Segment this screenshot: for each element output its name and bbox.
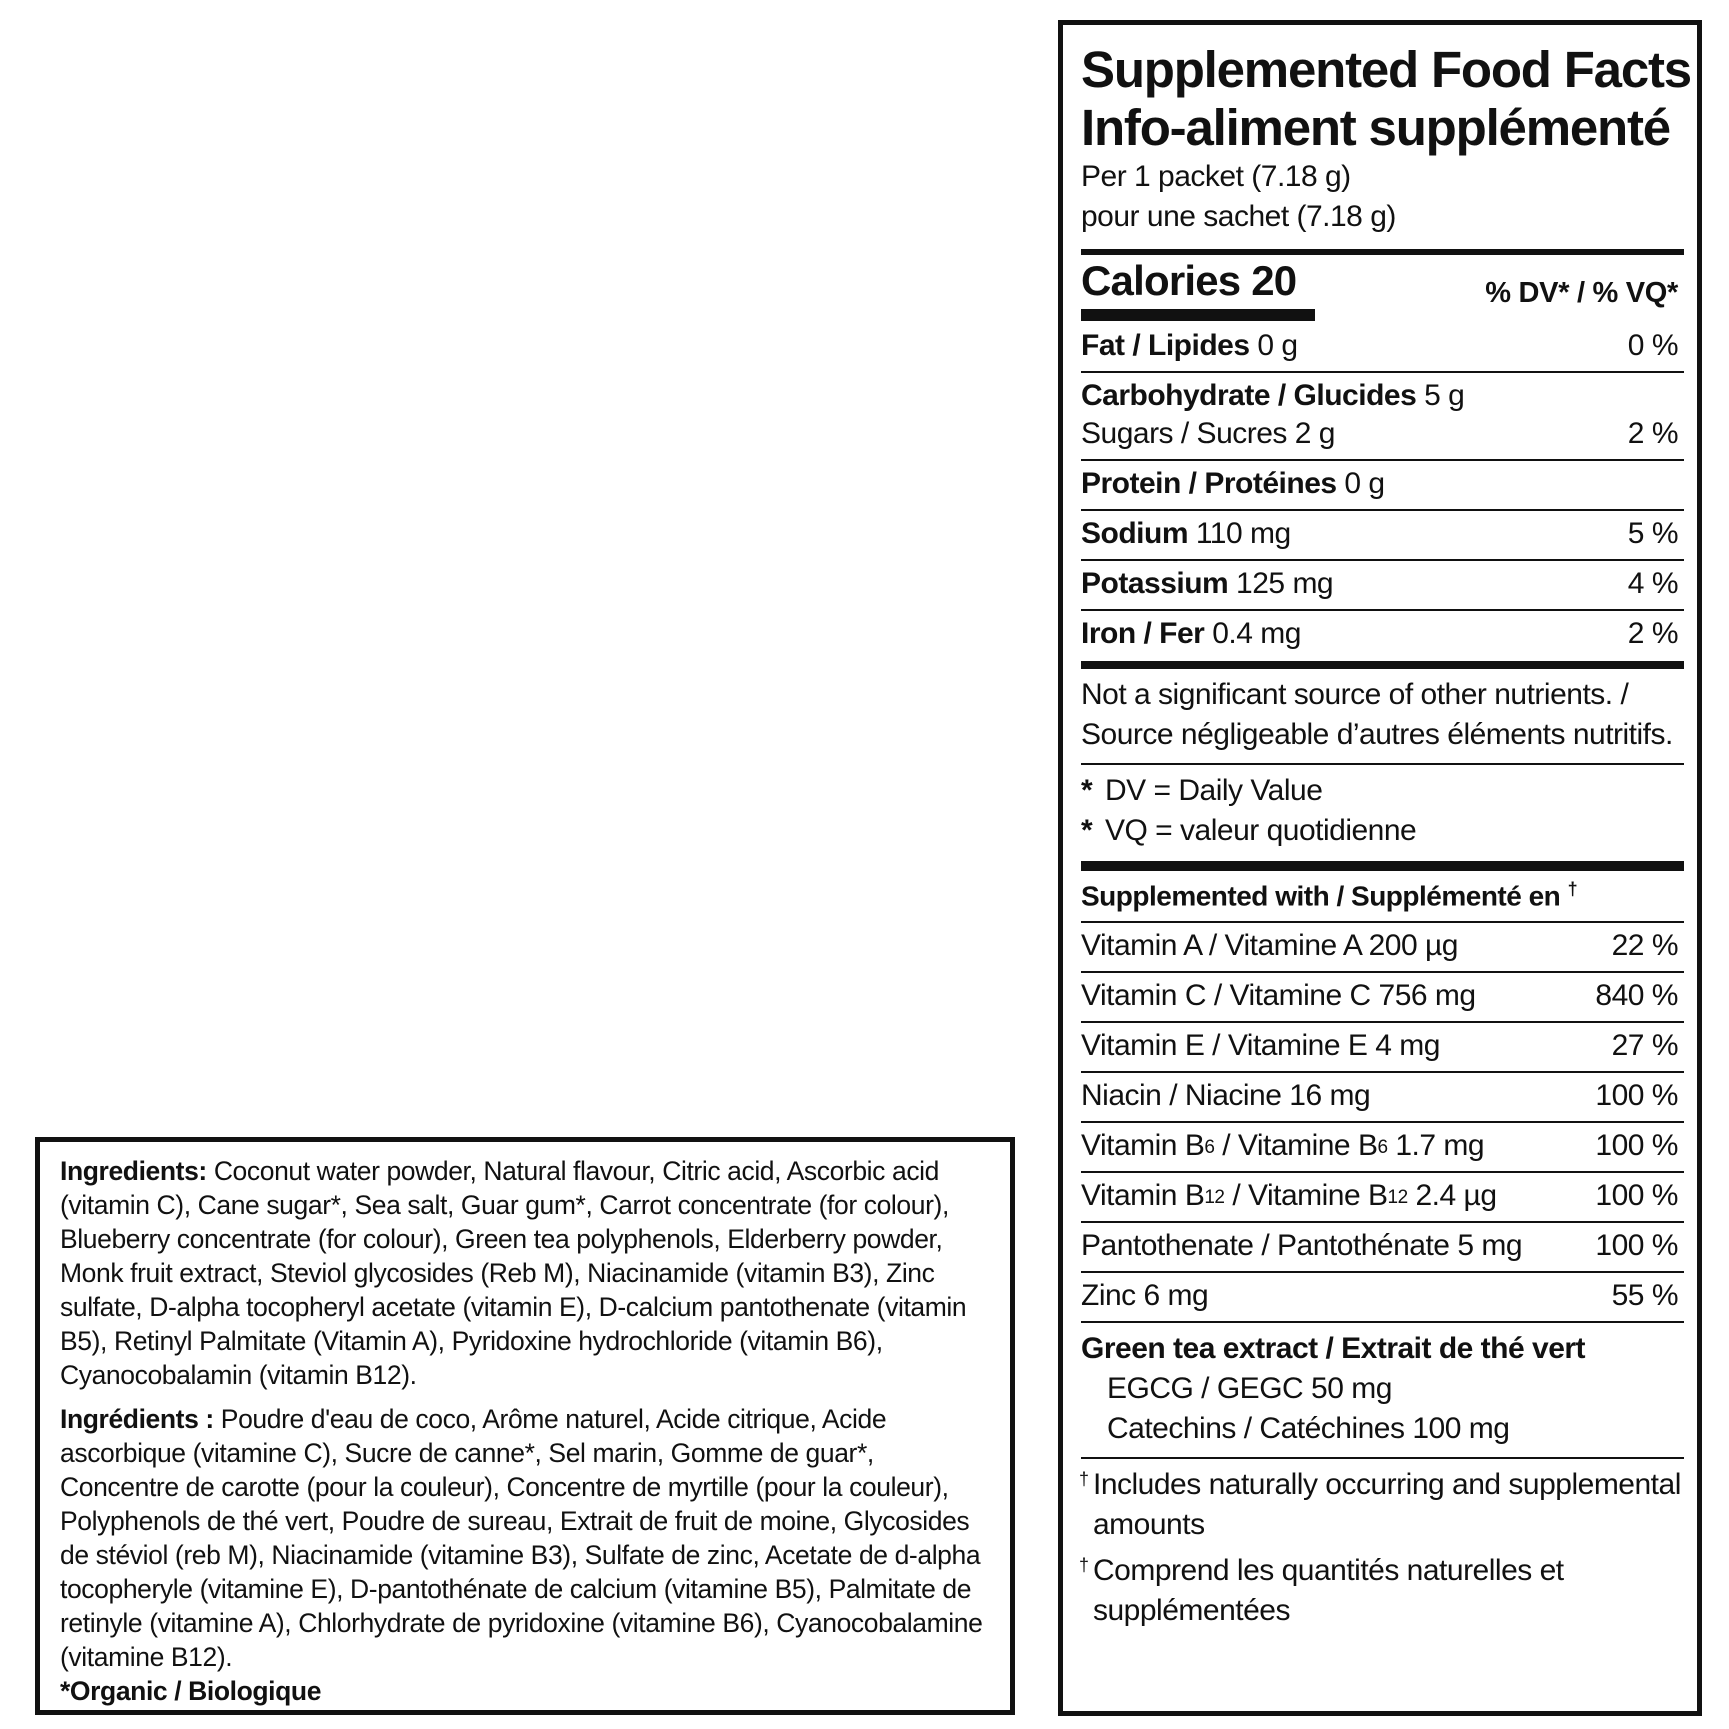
supplement-row-zinc: Zinc 6 mg 55 % xyxy=(1081,1273,1684,1323)
nutrient-row-fat: Fat / Lipides 0 g 0 % xyxy=(1081,323,1684,373)
calories-row xyxy=(1081,255,1684,323)
not-significant-note: Not a significant source of other nutrients. / Source négligeable d’autres éléments nutritifs. xyxy=(1081,678,1673,751)
supplement-row-vitamin-b6: Vitamin B6 / Vitamine B6 1.7 mg 100 % xyxy=(1081,1123,1684,1173)
nutrient-row-protein: Protein / Protéines 0 g xyxy=(1081,461,1684,511)
pct-value: 2 % xyxy=(1627,617,1678,650)
pct-value: 0 % xyxy=(1627,329,1678,362)
green-tea-catechins: Catechins / Catéchines 100 mg xyxy=(1107,1412,1510,1445)
supplement-row-vitamin-e: Vitamin E / Vitamine E 4 mg 27 % xyxy=(1081,1023,1684,1073)
ingredients-en-text: Coconut water powder, Natural flavour, Citric acid, Ascorbic acid (vitamin C), Cane sugar*, Sea salt, Guar gum*, Carrot concentrate (for colour), Blueberry concentrate (for colour), Green tea polyphenols, Elderberry powder, Monk fruit extract, Steviol glycosides (Reb M), Niacinamide (vitamin B3), Zinc sulfate, D-alpha tocopheryl acetate (vitamin E), D-calcium pantothenate (vitamin B5), Retinyl Palmitate (Vitamin A), Pyridoxine hydrochloride (vitamin B6), Cyanocobalamin (vitamin B12). xyxy=(60,1156,967,1390)
serving-size-fr: pour une sachet (7.18 g) xyxy=(1081,200,1396,233)
pct-value: 4 % xyxy=(1627,567,1678,600)
nutrient-row-iron: Iron / Fer 0.4 mg 2 % xyxy=(1081,617,1678,650)
dv-header: % DV* / % VQ* xyxy=(1485,277,1678,309)
pct-value: 5 % xyxy=(1627,517,1678,550)
footnote-en: Includes naturally occurring and supplemental amounts xyxy=(1093,1468,1681,1541)
footnote-fr: Comprend les quantités naturelles et supplémentées xyxy=(1093,1554,1564,1627)
dv-notes: * DV = Daily Value * VQ = valeur quotidienne xyxy=(1081,774,1417,847)
supplemented-header: Supplemented with / Supplémenté en † xyxy=(1081,871,1684,923)
dagger-symbol: † xyxy=(1079,1469,1089,1489)
supplement-row-vitamin-a: Vitamin A / Vitamine A 200 µg 22 % xyxy=(1081,923,1684,973)
ingredients-panel xyxy=(35,1137,1015,1715)
green-tea-egcg: EGCG / GEGC 50 mg xyxy=(1107,1372,1392,1405)
green-tea-title: Green tea extract / Extrait de thé vert xyxy=(1081,1332,1586,1365)
ingredients-fr-text: Poudre d'eau de coco, Arôme naturel, Acide citrique, Acide ascorbique (vitamine C), Sucre de canne*, Sel marin, Gomme de guar*, Concentre de carotte (pour la couleur), Concentre de myrtille (pour la couleur), Polyphenols de thé vert, Poudre de sureau, Extrait de fruit de moine, Glycosides de stéviol (reb M), Niacinamide (vitamine B3), Sulfate de zinc, Acetate de d-alpha tocopheryle (vitamine E), D-pantothénate de calcium (vitamine B5), Palmitate de retinyle (vitamine A), Chlorhydrate de pyridoxine (vitamine B6), Cyanocobalamine (vitamine B12). xyxy=(60,1404,983,1672)
facts-title-en: Supplemented Food Facts xyxy=(1081,41,1691,98)
ingredients-fr xyxy=(60,1402,990,1674)
supplement-row-niacin: Niacin / Niacine 16 mg 100 % xyxy=(1081,1073,1684,1123)
calories-bar xyxy=(1081,309,1315,321)
nutrient-row-carbohydrate: Carbohydrate / Glucides 5 g Sugars / Sucres 2 g 2 % xyxy=(1081,373,1684,461)
green-tea-section xyxy=(1081,1323,1684,1457)
divider xyxy=(1081,661,1684,669)
divider xyxy=(1081,861,1684,871)
dagger-symbol: † xyxy=(1567,879,1578,899)
supplement-row-pantothenate: Pantothenate / Pantothénate 5 mg 100 % xyxy=(1081,1223,1684,1273)
dagger-symbol: † xyxy=(1079,1555,1089,1575)
facts-title-fr: Info-aliment supplémenté xyxy=(1081,99,1670,156)
dv-note: DV = Daily Value xyxy=(1105,774,1323,807)
ingredients-en-label: Ingredients: xyxy=(60,1156,207,1186)
footnotes xyxy=(1081,1459,1684,1631)
vq-note: VQ = valeur quotidienne xyxy=(1105,814,1417,847)
pct-value: 2 % xyxy=(1627,417,1678,450)
organic-note: *Organic / Biologique xyxy=(60,1676,322,1706)
calories: Calories 20 xyxy=(1081,257,1297,304)
nutrient-row-potassium: Potassium 125 mg 4 % xyxy=(1081,561,1684,611)
ingredients-fr-label: Ingrédients : xyxy=(60,1404,214,1434)
supplemented-food-facts-panel xyxy=(1058,20,1702,1716)
ingredients-en xyxy=(60,1154,990,1392)
nutrient-sugars: Sugars / Sucres 2 g xyxy=(1081,417,1335,450)
nutrient-row-sodium: Sodium 110 mg 5 % xyxy=(1081,511,1684,561)
supplement-row-vitamin-c: Vitamin C / Vitamine C 756 mg 840 % xyxy=(1081,973,1684,1023)
supplement-row-vitamin-b12: Vitamin B12 / Vitamine B12 2.4 µg 100 % xyxy=(1081,1173,1684,1223)
serving-size-en: Per 1 packet (7.18 g) xyxy=(1081,160,1351,193)
